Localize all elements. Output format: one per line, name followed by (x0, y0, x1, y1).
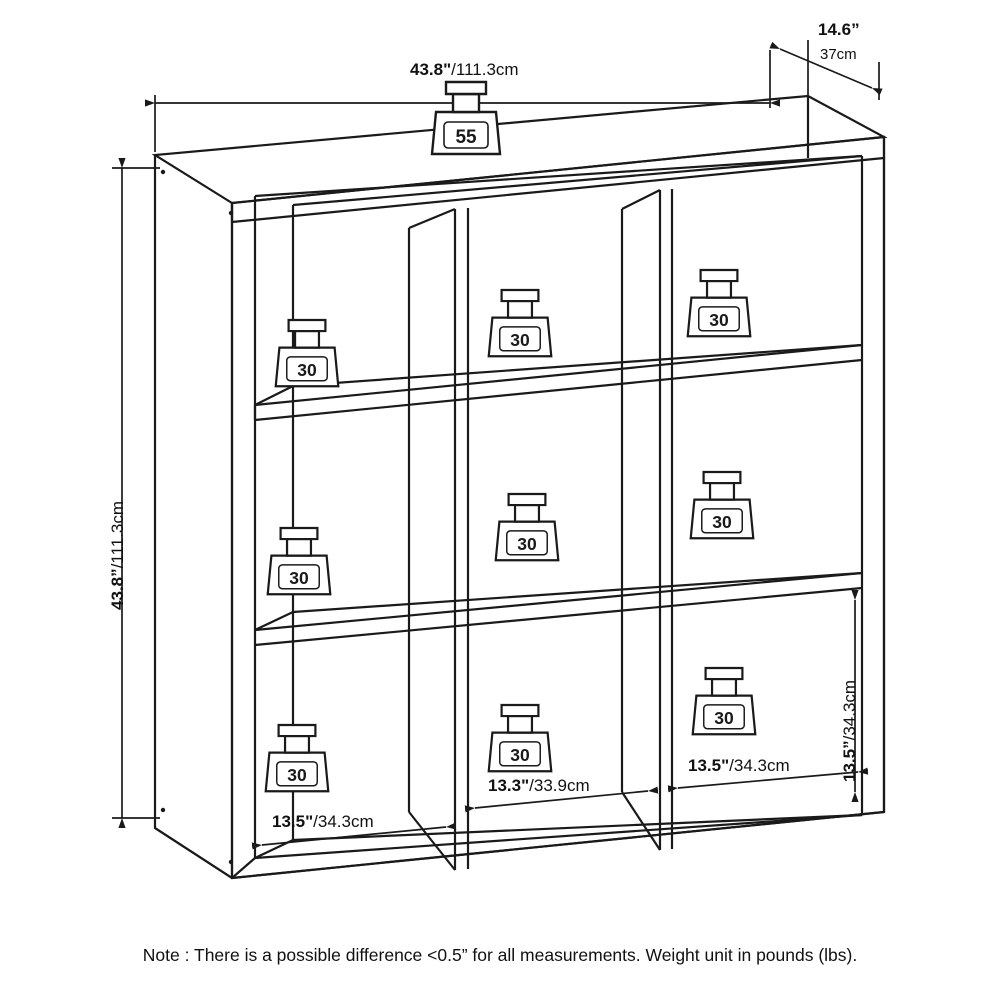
weight-value: 30 (289, 568, 309, 589)
dim-depth-cm: 37cm (820, 46, 857, 63)
weight-value: 30 (510, 330, 530, 351)
dim-overall-height: 43.8”/111.3cm (108, 501, 127, 610)
weight-icon (691, 472, 754, 538)
dim-cube-height: 13.5”/34.3cm (840, 679, 859, 782)
dim-depth-inches: 14.6” (818, 20, 860, 39)
weight-value: 30 (714, 708, 734, 729)
weight-value: 30 (712, 512, 732, 533)
weight-value: 30 (517, 534, 537, 555)
weight-icon (268, 528, 331, 594)
dim-cube-width-left: 13.5"/34.3cm (272, 812, 374, 831)
weight-icon (688, 270, 751, 336)
dim-top-width: 43.8"/111.3cm (410, 60, 519, 79)
weight-icon (489, 290, 552, 356)
weight-value: 30 (297, 360, 317, 381)
measurement-note: Note : There is a possible difference <0.5” for all measurements. Weight unit in pounds (lbs). (142, 945, 858, 965)
weight-icon-top (432, 82, 500, 154)
weight-value: 30 (709, 310, 729, 331)
weight-icon (266, 725, 329, 791)
weight-value: 55 (455, 127, 477, 148)
weight-value: 30 (510, 745, 530, 766)
weight-icon (496, 494, 559, 560)
weight-icon (276, 320, 339, 386)
weight-icon (489, 705, 552, 771)
weight-icon (693, 668, 756, 734)
dim-cube-width-center: 13.3"/33.9cm (488, 776, 590, 795)
weight-value: 30 (287, 765, 307, 786)
dim-cube-width-right: 13.5"/34.3cm (688, 756, 790, 775)
